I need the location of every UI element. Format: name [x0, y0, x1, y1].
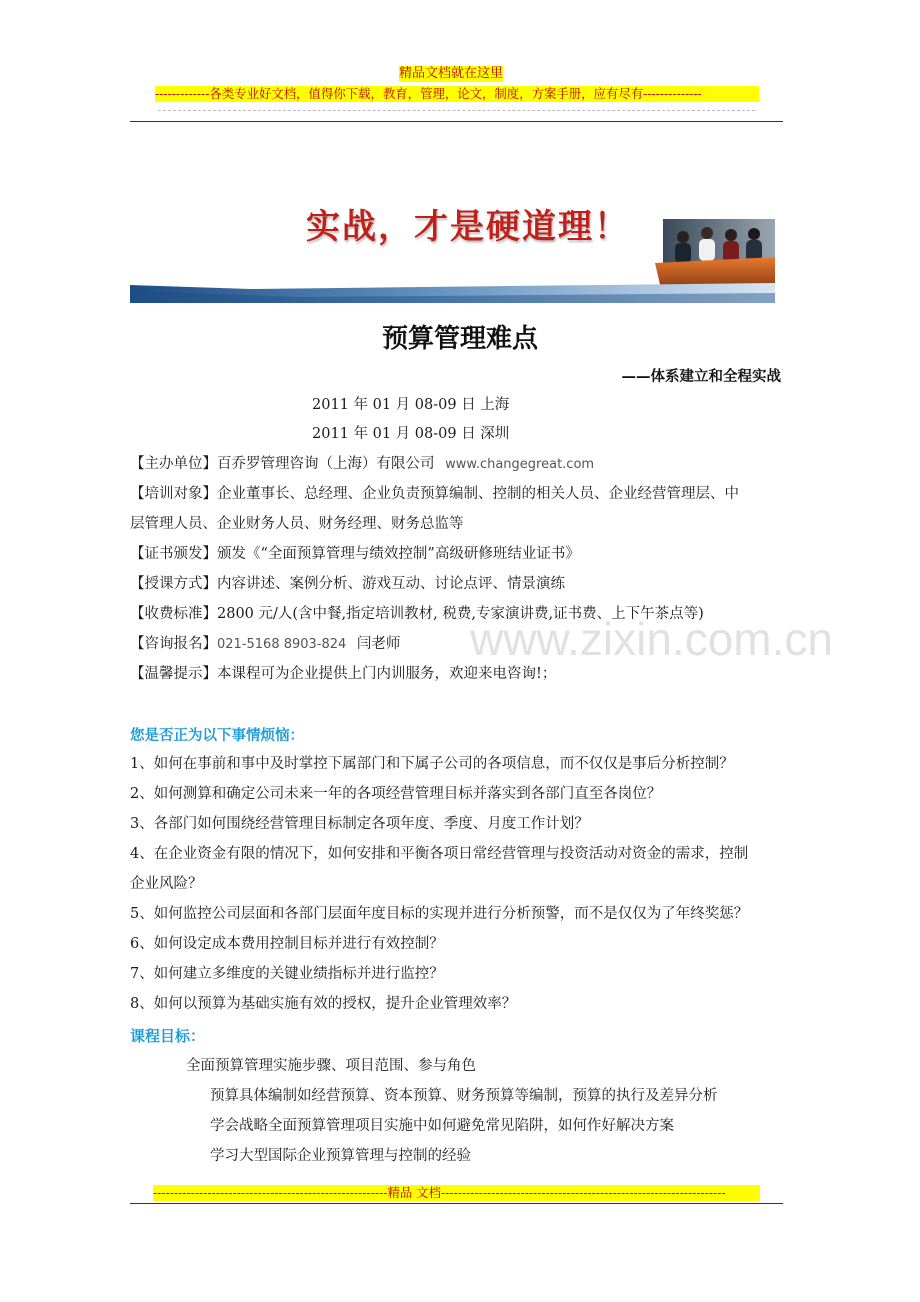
problem-item-continued: 企业风险？: [130, 876, 203, 892]
info-organizer-value: 百乔罗管理咨询（上海）有限公司: [217, 456, 435, 472]
info-tip-label: 【温馨提示】: [130, 666, 217, 682]
info-fee-value: 2800 元/人(含中餐,指定培训教材, 税费,专家演讲费,证书费、上下午茶点等): [217, 606, 704, 622]
goal-item: 学会战略全面预算管理项目实施中如何避免常见陷阱，如何作好解决方案: [210, 1118, 674, 1134]
date-shenzhen: 2011 年 01 月 08-09 日 深圳: [312, 426, 510, 442]
info-tip: [130, 664, 556, 684]
info-audience: [130, 484, 739, 504]
info-fee-label: 【收费标准】: [130, 606, 217, 622]
goal-item: 学习大型国际企业预算管理与控制的经验: [210, 1148, 471, 1164]
problem-item: 3、各部门如何围绕经营管理目标制定各项年度、季度、月度工作计划？: [130, 816, 589, 832]
problem-item: 7、如何建立多维度的关键业绩指标并进行监控？: [130, 966, 444, 982]
info-certificate: [130, 544, 580, 564]
goal-item: 预算具体编制如经营预算、资本预算、财务预算等编制，预算的执行及差异分析: [210, 1088, 718, 1104]
footer-rule: [130, 1203, 783, 1204]
problem-item: 2、如何测算和确定公司未来一年的各项经营管理目标并落实到各部门直至各岗位？: [130, 786, 662, 802]
contact-person: 闫老师: [356, 636, 401, 652]
footer-banner: --------------------------------------------------------精品 文档--------------------------------------------------------------------: [153, 1185, 760, 1201]
watermark: www.zixin.com.cn: [470, 613, 833, 665]
date-shanghai: 2011 年 01 月 08-09 日 上海: [312, 397, 510, 413]
goals-heading: 课程目标：: [130, 1027, 206, 1045]
info-audience-label: 【培训对象】: [130, 486, 217, 502]
info-organizer: [130, 454, 594, 475]
info-certificate-label: 【证书颁发】: [130, 546, 217, 562]
problem-item: 8、如何以预算为基础实施有效的授权，提升企业管理效率？: [130, 996, 517, 1012]
header-dash-divider: [158, 110, 755, 111]
info-method-label: 【授课方式】: [130, 576, 217, 592]
problems-heading: 您是否正为以下事情烦恼：: [130, 728, 304, 744]
info-audience-value: 企业董事长、总经理、企业负责预算编制、控制的相关人员、企业经营管理层、中: [217, 486, 739, 502]
page-subtitle: ——体系建立和全程实战: [621, 369, 781, 385]
problem-item: 6、如何设定成本费用控制目标并进行有效控制？: [130, 936, 444, 952]
info-organizer-label: 【主办单位】: [130, 456, 217, 472]
banner-meeting-photo: [655, 219, 775, 289]
info-tip-value: 本课程可为企业提供上门内训服务，欢迎来电咨询!；: [217, 666, 557, 682]
goal-item: 全面预算管理实施步骤、项目范围、参与角色: [186, 1058, 476, 1074]
banner-slogan: 实战，才是硬道理！: [306, 207, 630, 247]
info-contact-label: 【咨询报名】: [130, 636, 217, 652]
header-tagline: -------------各类专业好文档，值得你下载，教育，管理，论文，制度，方案手册，应有尽有--------------: [155, 86, 759, 102]
problem-item: 5、如何监控公司层面和各部门层面年度目标的实现并进行分析预警，而不是仅仅为了年终奖惩？: [130, 906, 749, 922]
banner-band: [130, 281, 775, 303]
info-contact: [130, 634, 400, 655]
info-method-value: 内容讲述、案例分析、游戏互动、讨论点评、情景演练: [217, 576, 565, 592]
banner: [130, 185, 775, 303]
problem-item: 1、如何在事前和事中及时掌控下属部门和下属子公司的各项信息，而不仅仅是事后分析控制？: [130, 756, 734, 772]
problem-item: 4、在企业资金有限的情况下，如何安排和平衡各项日常经营管理与投资活动对资金的需求，控制: [130, 846, 749, 862]
page-title: 预算管理难点: [381, 324, 538, 354]
info-method: [130, 574, 565, 594]
header-title: 精品文档就在这里: [399, 66, 504, 81]
contact-phone[interactable]: 021-5168 8903-824: [217, 637, 347, 652]
organizer-website-link[interactable]: www.changegreat.com: [445, 457, 595, 472]
info-audience-continued: 层管理人员、企业财务人员、财务经理、财务总监等: [130, 516, 464, 532]
info-certificate-value: 颁发《“全面预算管理与绩效控制”高级研修班结业证书》: [217, 546, 580, 562]
header-rule: [130, 121, 783, 122]
